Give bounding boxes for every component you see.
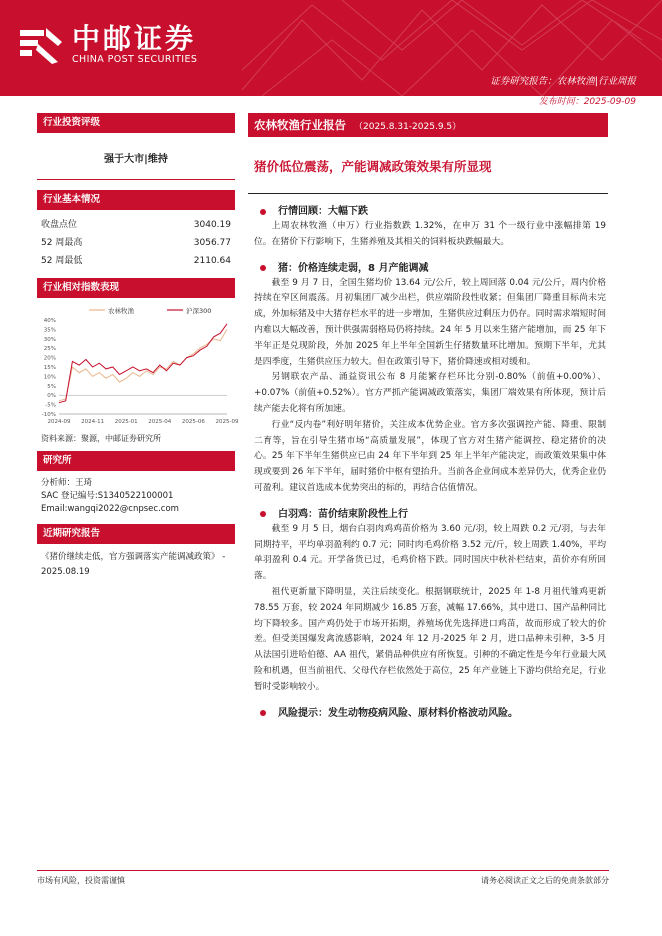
- y-tick-label: 5%: [47, 383, 56, 390]
- basics-row: [37, 234, 235, 252]
- publish-time: 发布时间：2025-09-09: [538, 97, 636, 107]
- analyst-sac: SAC 登记编号:S1340522100001: [41, 491, 174, 501]
- paragraph: 行业“反内卷”利好明年猪价，关注成本优势企业。官方多次强调控产能、降重、限制二育等，旨在引导生猪市场“高质量发展”，体现了官方对生猪产能调控、稳定猪价的决心。25 年下半年生猪供应已由 24 年下半年到 25 年上半年产能决定，而政策效果集中体现或要到 26 年下半年，届时猪价中枢有望抬升。当前各企业间成本差异仍大，优秀企业仍可盈利。建议首选成本优势突出的标的，再结合估值情况。: [254, 419, 606, 493]
- paragraph: 祖代更新量下降明显，关注后续变化。根据钢联统计，2025 年 1-8 月祖代雏鸡更新 78.55 万套，较 2024 年同期减少 16.85 万套，减幅 17.66%，其中进口、国产品种同比均下降较多。国产鸡仍处于市场开拓期，养殖场优先选择进口鸡苗，故而形成了较大的价差。但受美国爆发禽流感影响，2024 年 12 月-2025 年 2 月，进口品种未引种，3-5 月从法国引进哈伯德、AA 祖代，紧俏品种供应有所恢复。引种的不确定性是今年行业最大风险和机遇，但当前祖代、父母代存栏依然处于高位，25 年产业链上下游均供给充足，行业暂时受影响较小。: [254, 586, 606, 692]
- analyst-heading: 研究所: [37, 451, 235, 471]
- report-headline: 猪价低位震荡，产能调减政策效果有所显现: [254, 159, 492, 174]
- y-tick-label: 20%: [43, 355, 56, 362]
- relative-index-chart: [37, 302, 239, 430]
- basics-value: 2110.64: [193, 256, 231, 266]
- china-post-logo-icon: [18, 22, 64, 68]
- basics-row: [37, 252, 235, 270]
- related-report-link[interactable]: 《猪价继续走低，官方强调落实产能调减政策》 - 2025.08.19: [41, 552, 226, 577]
- y-tick-label: 10%: [43, 374, 56, 381]
- header-band: [0, 0, 662, 96]
- publish-bar: [0, 96, 662, 109]
- section-title: 行情回顾：大幅下跌: [248, 204, 608, 219]
- risk-warning: 风险提示：发生动物疫病风险、原材料价格波动风险。: [248, 706, 608, 721]
- y-tick-label: 40%: [43, 318, 56, 324]
- bullet-icon: [260, 265, 266, 271]
- legend-label: 农林牧渔: [108, 307, 134, 315]
- section-title: 猪：价格连续走弱，8 月产能调减: [248, 261, 608, 276]
- industry-rating: 强于大市|维持: [37, 133, 235, 180]
- bullet-icon: [260, 511, 266, 517]
- y-tick-label: -5%: [45, 402, 56, 409]
- analyst-info: [37, 471, 235, 524]
- series-line-agri: [59, 329, 227, 400]
- paragraph: 上周农林牧渔（申万）行业指数跌 1.32%，在申万 31 个一级行业中涨幅排第 19 位。在猪价下行影响下，生猪养殖及其相关的饲料板块跌幅最大。: [254, 221, 606, 247]
- sidebar: [37, 113, 239, 580]
- x-tick-label: 2025-09: [215, 419, 239, 425]
- report-type: 证券研究报告：农林牧渔|行业周报: [490, 76, 636, 87]
- basics-label: 收盘点位: [41, 220, 78, 230]
- footer-risk-note: 市场有风险，投资需谨慎: [37, 876, 125, 885]
- relative-index-chart-svg: [37, 302, 239, 430]
- y-tick-label: 25%: [43, 346, 56, 353]
- y-tick-label: -10%: [41, 412, 56, 418]
- analyst-email[interactable]: Email:wangqi2022@cnpsec.com: [41, 504, 179, 514]
- basics-table: [37, 210, 235, 278]
- bullet-icon: [260, 710, 266, 716]
- performance-heading: 行业相对指数表现: [37, 278, 235, 298]
- company-name-en: CHINA POST SECURITIES: [72, 54, 198, 65]
- basics-row: [37, 216, 235, 234]
- related-heading: 近期研究报告: [37, 524, 235, 544]
- paragraph: 截至 9 月 5 日，烟台白羽肉鸡鸡苗价格为 3.60 元/羽，较上周跌 0.2 元/羽，与去年同期持平，平均单羽盈利约 0.7 元；同时肉毛鸡价格 3.52 元/斤，较上周跌 1.40%，平均单羽盈利 0.4 元。开学备货已过，毛鸡价格下跌。同时国庆中秋补栏结束，苗价亦有所回落。: [254, 523, 606, 582]
- chart-source: 资料来源：聚源，中邮证券研究所: [41, 434, 161, 443]
- section-title: 白羽鸡：苗价结束阶段性上行: [248, 507, 608, 522]
- basics-label: 52 周最高: [41, 238, 83, 248]
- x-tick-label: 2025-04: [148, 419, 172, 425]
- company-logo: [18, 22, 197, 68]
- rating-heading: 行业投资评级: [37, 113, 235, 133]
- footer: [37, 870, 609, 886]
- y-tick-label: 30%: [43, 336, 56, 343]
- company-name-cn: 中邮证券: [72, 22, 197, 55]
- basics-label: 52 周最低: [41, 256, 83, 266]
- basics-value: 3040.19: [193, 220, 231, 230]
- footer-disclaimer: 请务必阅读正文之后的免责条款部分: [481, 876, 609, 885]
- report-period: （2025.8.31-2025.9.5）: [354, 122, 462, 132]
- series-line-hs300: [59, 324, 227, 403]
- paragraph: 另钢联农产品、涌益资讯公布 8 月能繁存栏环比分别-0.80%（前值+0.00%）、+0.07%（前值+0.52%）。官方严抓产能调减政策落实，集团厂端效果有所体现，预计后续产能去化将有所加速。: [254, 372, 606, 414]
- report-title-bar: [248, 113, 608, 137]
- analyst-name: 分析师：王琦: [41, 478, 93, 488]
- y-tick-label: 35%: [43, 327, 56, 334]
- divider: [248, 193, 608, 194]
- basics-heading: 行业基本情况: [37, 190, 235, 210]
- y-tick-label: 15%: [43, 365, 56, 371]
- bullet-icon: [260, 209, 266, 215]
- legend-label: 沪深300: [186, 307, 212, 315]
- main-content: [248, 113, 608, 721]
- basics-value: 3056.77: [193, 238, 231, 248]
- x-tick-label: 2025-01: [114, 419, 138, 425]
- x-tick-label: 2024-09: [47, 419, 71, 425]
- y-tick-label: 0%: [47, 393, 56, 400]
- paragraph: 截至 9 月 7 日，全国生猪均价 13.64 元/公斤，较上周回落 0.04 元/公斤，周内价格持续在窄区间震荡。月初集团厂减少出栏，供应端阶段性收紧；但集团厂降重目标尚未完成，外加标猪及中大猪存栏水平的进一步增加，生猪供应过剩压力仍存。同时需求端短时间内难以大幅改善，预计供强需弱格局仍将持续。24 年 5 月以来生猪产能增加，而 25 年下半年正是兑现阶段，外加 2025 年上半年全国新生仔猪数量环比增加。预期下半年，尤其是四季度，生猪供应压力较大。但在政策引导下，猪价降速或相对缓和。: [254, 277, 606, 367]
- x-tick-label: 2025-06: [181, 419, 205, 425]
- x-tick-label: 2024-11: [81, 419, 105, 425]
- report-title: 农林牧渔行业报告: [254, 118, 346, 132]
